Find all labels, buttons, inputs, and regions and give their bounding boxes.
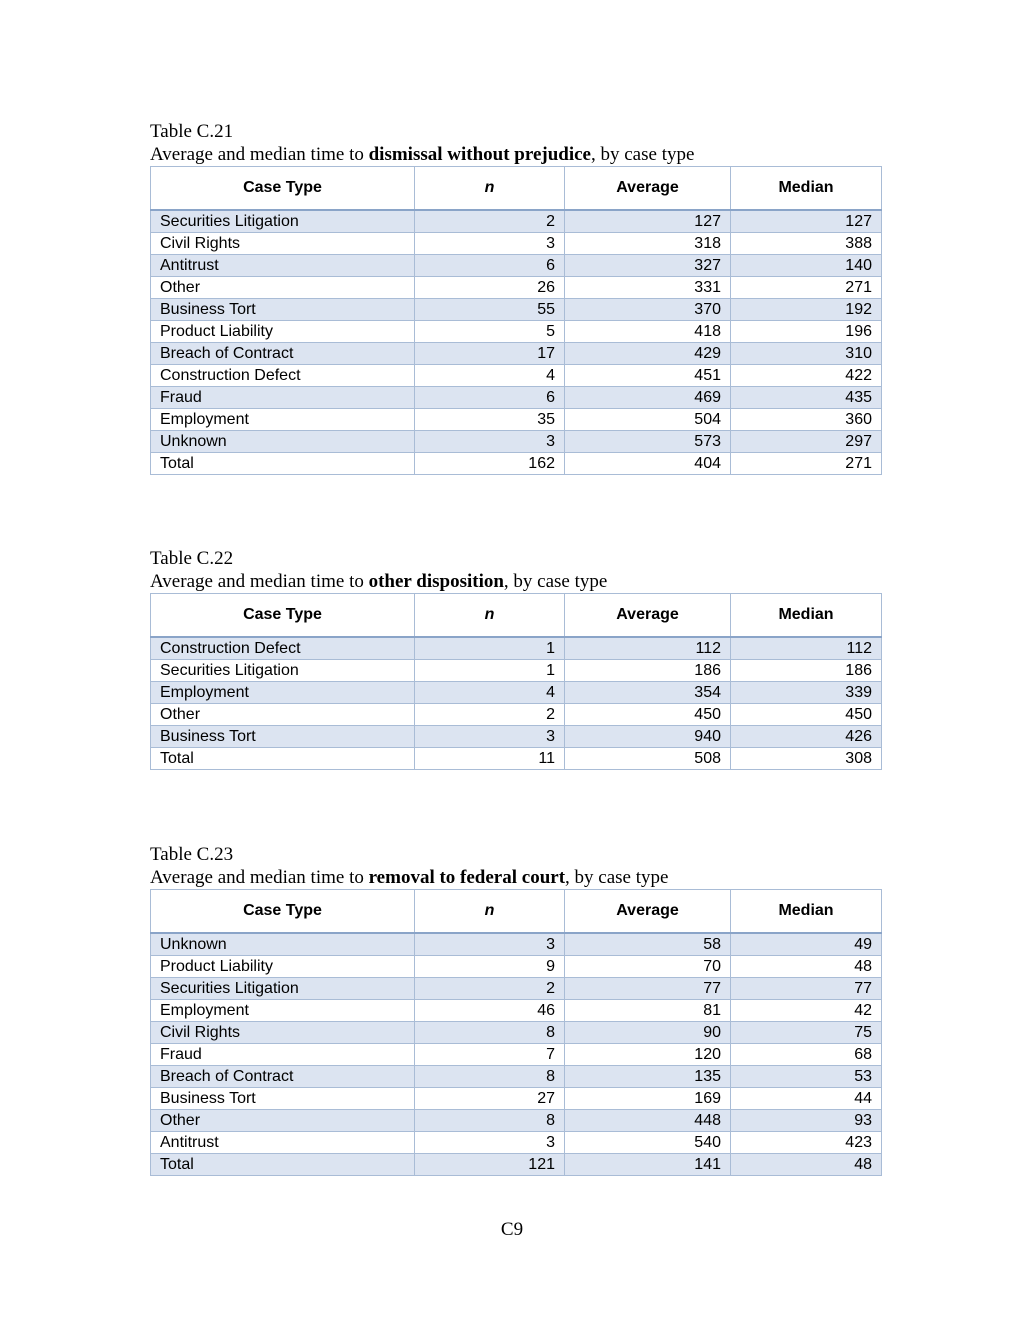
cell-average: 169 (565, 1088, 731, 1110)
header-n: n (415, 890, 565, 934)
caption-prefix: Average and median time to (150, 571, 369, 592)
table-row (151, 210, 882, 233)
table-row (151, 255, 882, 277)
cell-case-type: Unknown (151, 431, 415, 453)
cell-case-type: Securities Litigation (151, 660, 415, 682)
caption-suffix: , by case type (565, 867, 669, 888)
table-block-c22 (150, 547, 882, 770)
header-median: Median (731, 167, 882, 211)
table-caption (150, 143, 882, 166)
cell-average: 418 (565, 321, 731, 343)
table-row (151, 956, 882, 978)
header-row (151, 594, 882, 638)
header-case-type: Case Type (151, 167, 415, 211)
cell-average: 404 (565, 453, 731, 475)
cell-average: 508 (565, 748, 731, 770)
total-row (151, 453, 882, 475)
caption-suffix: , by case type (591, 144, 695, 165)
table-row (151, 1044, 882, 1066)
cell-average: 327 (565, 255, 731, 277)
cell-case-type: Fraud (151, 387, 415, 409)
table-row (151, 299, 882, 321)
cell-median: 48 (731, 1154, 882, 1176)
header-case-type: Case Type (151, 594, 415, 638)
cell-average: 429 (565, 343, 731, 365)
cell-median: 127 (731, 210, 882, 233)
table-row (151, 1132, 882, 1154)
cell-case-type: Employment (151, 409, 415, 431)
table-row (151, 1066, 882, 1088)
cell-case-type: Civil Rights (151, 233, 415, 255)
cell-median: 308 (731, 748, 882, 770)
cell-n: 3 (415, 726, 565, 748)
table-number: Table C.22 (150, 548, 234, 569)
page-number: C9 (500, 1219, 524, 1240)
table-row (151, 933, 882, 956)
cell-n: 2 (415, 210, 565, 233)
cell-median: 339 (731, 682, 882, 704)
cell-median: 112 (731, 637, 882, 660)
total-row (151, 748, 882, 770)
table-block-c23 (150, 843, 882, 1176)
cell-n: 1 (415, 660, 565, 682)
cell-average: 58 (565, 933, 731, 956)
caption-suffix: , by case type (503, 571, 608, 592)
cell-case-type: Total (151, 453, 415, 475)
table-row (151, 277, 882, 299)
cell-median: 140 (731, 255, 882, 277)
header-average: Average (565, 890, 731, 934)
caption-prefix: Average and median time to (150, 144, 369, 165)
cell-median: 53 (731, 1066, 882, 1088)
table-row (151, 1022, 882, 1044)
cell-median: 42 (731, 1000, 882, 1022)
header-row (151, 890, 882, 934)
header-average: Average (565, 167, 731, 211)
cell-median: 93 (731, 1110, 882, 1132)
cell-case-type: Employment (151, 1000, 415, 1022)
data-table (150, 593, 882, 770)
cell-case-type: Business Tort (151, 299, 415, 321)
cell-n: 3 (415, 431, 565, 453)
cell-case-type: Business Tort (151, 1088, 415, 1110)
cell-median: 48 (731, 956, 882, 978)
cell-case-type: Total (151, 1154, 415, 1176)
cell-median: 77 (731, 978, 882, 1000)
table-number: Table C.23 (150, 844, 234, 865)
cell-median: 423 (731, 1132, 882, 1154)
cell-case-type: Breach of Contract (151, 1066, 415, 1088)
cell-average: 77 (565, 978, 731, 1000)
cell-n: 55 (415, 299, 565, 321)
cell-average: 540 (565, 1132, 731, 1154)
cell-average: 81 (565, 1000, 731, 1022)
cell-n: 1 (415, 637, 565, 660)
cell-case-type: Total (151, 748, 415, 770)
caption-emphasis: dismissal without prejudice (368, 144, 591, 165)
cell-average: 318 (565, 233, 731, 255)
caption-prefix: Average and median time to (150, 867, 369, 888)
header-n: n (415, 167, 565, 211)
cell-n: 4 (415, 682, 565, 704)
cell-average: 469 (565, 387, 731, 409)
table-number: Table C.21 (150, 121, 234, 142)
cell-average: 504 (565, 409, 731, 431)
cell-average: 120 (565, 1044, 731, 1066)
cell-n: 9 (415, 956, 565, 978)
cell-median: 196 (731, 321, 882, 343)
cell-median: 44 (731, 1088, 882, 1110)
table-block-c21 (150, 120, 882, 475)
cell-case-type: Other (151, 1110, 415, 1132)
table-row (151, 978, 882, 1000)
cell-average: 448 (565, 1110, 731, 1132)
cell-median: 68 (731, 1044, 882, 1066)
cell-case-type: Other (151, 704, 415, 726)
cell-average: 354 (565, 682, 731, 704)
cell-case-type: Construction Defect (151, 365, 415, 387)
cell-case-type: Product Liability (151, 321, 415, 343)
table-caption (150, 570, 882, 593)
cell-median: 388 (731, 233, 882, 255)
cell-average: 141 (565, 1154, 731, 1176)
cell-median: 426 (731, 726, 882, 748)
cell-n: 27 (415, 1088, 565, 1110)
table-row (151, 704, 882, 726)
table-row (151, 726, 882, 748)
cell-average: 451 (565, 365, 731, 387)
cell-n: 4 (415, 365, 565, 387)
table-row (151, 660, 882, 682)
table-row (151, 1088, 882, 1110)
cell-n: 46 (415, 1000, 565, 1022)
data-table (150, 889, 882, 1176)
cell-n: 8 (415, 1066, 565, 1088)
cell-case-type: Antitrust (151, 1132, 415, 1154)
total-row (151, 1154, 882, 1176)
cell-n: 5 (415, 321, 565, 343)
cell-median: 271 (731, 453, 882, 475)
cell-average: 186 (565, 660, 731, 682)
cell-median: 192 (731, 299, 882, 321)
cell-n: 8 (415, 1110, 565, 1132)
cell-n: 3 (415, 1132, 565, 1154)
cell-n: 7 (415, 1044, 565, 1066)
cell-case-type: Antitrust (151, 255, 415, 277)
cell-average: 70 (565, 956, 731, 978)
cell-case-type: Civil Rights (151, 1022, 415, 1044)
header-average: Average (565, 594, 731, 638)
table-row (151, 343, 882, 365)
cell-case-type: Breach of Contract (151, 343, 415, 365)
cell-average: 450 (565, 704, 731, 726)
table-row (151, 682, 882, 704)
cell-median: 450 (731, 704, 882, 726)
table-row (151, 431, 882, 453)
cell-n: 6 (415, 387, 565, 409)
cell-case-type: Fraud (151, 1044, 415, 1066)
cell-case-type: Construction Defect (151, 637, 415, 660)
header-n: n (415, 594, 565, 638)
table-caption (150, 866, 882, 889)
cell-average: 135 (565, 1066, 731, 1088)
cell-median: 271 (731, 277, 882, 299)
cell-average: 112 (565, 637, 731, 660)
caption-emphasis: other disposition (368, 571, 504, 592)
header-median: Median (731, 594, 882, 638)
cell-average: 370 (565, 299, 731, 321)
table-row (151, 233, 882, 255)
caption-emphasis: removal to federal court (368, 867, 566, 888)
cell-median: 186 (731, 660, 882, 682)
cell-median: 422 (731, 365, 882, 387)
cell-n: 3 (415, 933, 565, 956)
cell-case-type: Securities Litigation (151, 978, 415, 1000)
header-case-type: Case Type (151, 890, 415, 934)
cell-n: 35 (415, 409, 565, 431)
cell-median: 360 (731, 409, 882, 431)
cell-median: 310 (731, 343, 882, 365)
cell-n: 26 (415, 277, 565, 299)
cell-n: 8 (415, 1022, 565, 1044)
table-row (151, 409, 882, 431)
cell-average: 331 (565, 277, 731, 299)
table-row (151, 321, 882, 343)
cell-n: 121 (415, 1154, 565, 1176)
cell-n: 3 (415, 233, 565, 255)
cell-median: 75 (731, 1022, 882, 1044)
cell-median: 435 (731, 387, 882, 409)
cell-average: 127 (565, 210, 731, 233)
table-row (151, 1000, 882, 1022)
cell-case-type: Unknown (151, 933, 415, 956)
cell-average: 573 (565, 431, 731, 453)
header-median: Median (731, 890, 882, 934)
cell-n: 6 (415, 255, 565, 277)
cell-n: 17 (415, 343, 565, 365)
table-row (151, 637, 882, 660)
cell-average: 90 (565, 1022, 731, 1044)
table-row (151, 387, 882, 409)
cell-case-type: Business Tort (151, 726, 415, 748)
cell-case-type: Product Liability (151, 956, 415, 978)
header-row (151, 167, 882, 211)
cell-n: 2 (415, 704, 565, 726)
cell-n: 11 (415, 748, 565, 770)
cell-case-type: Other (151, 277, 415, 299)
cell-median: 49 (731, 933, 882, 956)
table-row (151, 365, 882, 387)
cell-case-type: Securities Litigation (151, 210, 415, 233)
data-table (150, 166, 882, 475)
table-row (151, 1110, 882, 1132)
cell-median: 297 (731, 431, 882, 453)
cell-average: 940 (565, 726, 731, 748)
cell-n: 162 (415, 453, 565, 475)
cell-case-type: Employment (151, 682, 415, 704)
cell-n: 2 (415, 978, 565, 1000)
